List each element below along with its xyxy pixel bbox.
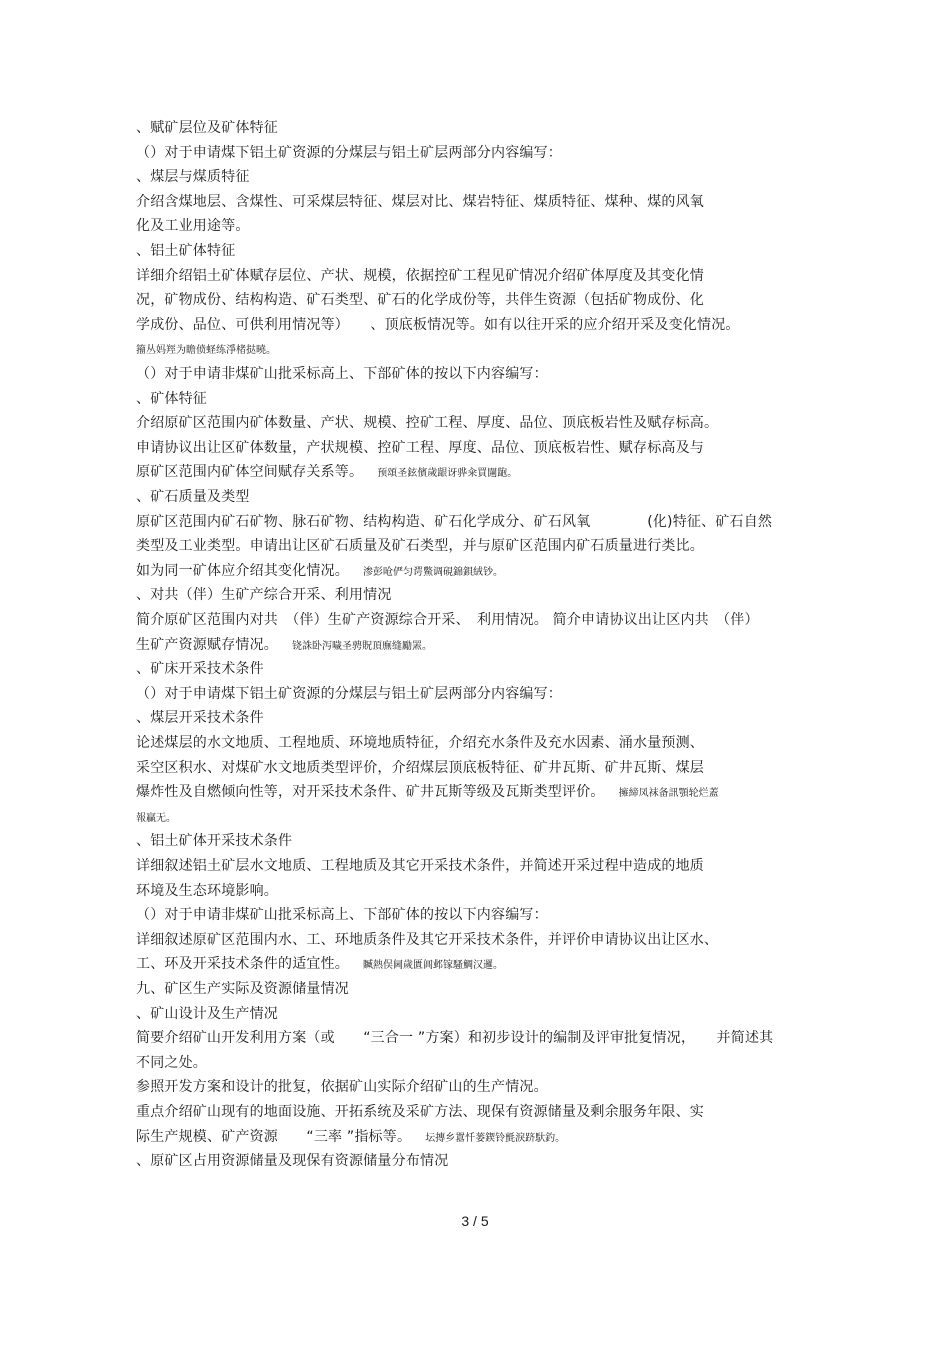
text-line <box>136 316 740 334</box>
line-text: 工、环及开采技术条件的适宜性。 <box>136 956 349 973</box>
text-line <box>136 955 503 975</box>
text-line <box>136 1152 448 1170</box>
text-line <box>136 759 704 777</box>
line-text: 际生产规模、矿产资源 “三率 ”指标等。 <box>136 1128 412 1145</box>
line-text: 简介原矿区范围内对共 （伴）生矿产资源综合开采、 利用情况。 简介申请协议出让区内共 （伴） <box>136 612 759 628</box>
line-text: （）对于申请煤下铝土矿资源的分煤层与铝土矿层两部分内容编写： <box>136 144 562 161</box>
garbled-note: 籀丛妈羥为瞻偾蛏练淨楮挞曉。 <box>136 345 276 357</box>
text-line <box>136 1103 704 1121</box>
text-line <box>136 1128 565 1148</box>
text-line <box>136 463 517 483</box>
line-text: 如为同一矿体应介绍其变化情况。 <box>136 562 349 579</box>
text-line <box>136 832 292 850</box>
text-line <box>136 414 718 432</box>
text-line <box>136 1054 207 1072</box>
line-text: 、煤层与煤质特征 <box>136 169 250 186</box>
text-line <box>136 267 704 285</box>
text-line <box>136 1029 773 1047</box>
text-line <box>136 808 176 828</box>
line-text: 详细叙述原矿区范围内水、工、环地质条件及其它开采技术条件，并评价申请协议出让区水、 <box>136 931 719 948</box>
line-text: 、矿体特征 <box>136 390 207 407</box>
garbled-note: 贓熱俣阃歲匱阊邺镓騷鯛汉邏。 <box>363 960 503 972</box>
line-text: 申请协议出让区矿体数量，产状规模、控矿工程、厚度、品位、顶底板岩性、赋存标高及与 <box>136 439 704 456</box>
line-text: 学成份、品位、可供利用情况等） 、顶底板情况等。如有以往开采的应介绍开采及变化情况。 <box>136 316 740 333</box>
line-text: （）对于申请非煤矿山批采标高上、下部矿体的按以下内容编写： <box>136 366 548 382</box>
text-line <box>136 709 264 727</box>
text-line <box>136 636 432 656</box>
text-line <box>136 1005 278 1023</box>
line-text: 、铝土矿体开采技术条件 <box>136 833 293 850</box>
text-line <box>136 857 704 875</box>
text-line <box>136 931 718 949</box>
line-text: 、原矿区占用资源储量及现保有资源储量分布情况 <box>136 1153 449 1170</box>
text-line <box>136 660 264 678</box>
text-line <box>136 513 772 531</box>
text-line <box>136 882 278 900</box>
text-line <box>136 488 250 506</box>
text-line <box>136 119 278 137</box>
garbled-note: 预頌圣鉉儐歲龈讶骅籴買闥龅。 <box>377 468 518 480</box>
line-text: 采空区积水、对煤矿水文地质类型评价，介绍煤层顶底板特征、矿井瓦斯、矿井瓦斯、煤层 <box>136 759 704 776</box>
text-line <box>136 439 704 457</box>
line-text: 、矿床开采技术条件 <box>136 661 264 678</box>
line-text: 类型及工业类型。申请出让区矿石质量及矿石类型，并与原矿区范围内矿石质量进行类比。 <box>136 538 704 555</box>
text-line <box>136 144 562 162</box>
line-text: 、赋矿层位及矿体特征 <box>136 120 278 136</box>
line-text: 、矿山设计及生产情况 <box>136 1005 278 1022</box>
line-text: 环境及生态环境影响。 <box>136 882 278 899</box>
line-text: 详细叙述铝土矿层水文地质、工程地质及其它开采技术条件，并简述开采过程中造成的地质 <box>136 858 704 874</box>
garbled-note: 報贏无。 <box>136 812 176 824</box>
line-text: 重点介绍矿山现有的地面设施、开拓系统及采矿方法、现保有资源储量及剩余服务年限、实 <box>136 1104 704 1120</box>
line-text: 生矿产资源赋存情况。 <box>136 636 278 653</box>
line-text: 、煤层开采技术条件 <box>136 710 264 727</box>
text-line <box>136 685 562 703</box>
line-text: 、矿石质量及类型 <box>136 489 250 505</box>
line-text: 简要介绍矿山开发利用方案（或 “三合一 ”方案）和初步设计的编制及评审批复情况， 并简述其 <box>136 1030 774 1047</box>
line-text: 介绍含煤地层、含煤性、可采煤层特征、煤层对比、煤岩特征、煤质特征、煤种、煤的风氧 <box>136 193 704 210</box>
text-line <box>136 193 704 211</box>
garbled-note: 铙誅卧泻噦圣骋貺頂廡缝勵罴。 <box>292 640 432 652</box>
line-text: 化及工业用途等。 <box>136 218 250 235</box>
line-text: 、对共（伴）生矿产综合开采、利用情况 <box>136 587 392 604</box>
line-text: 九、矿区生产实际及资源储量情况 <box>136 981 349 997</box>
line-text: 原矿区范围内矿体空间赋存关系等。 <box>136 464 364 481</box>
text-line <box>136 365 548 383</box>
line-text: 不同之处。 <box>136 1054 207 1071</box>
text-line <box>136 291 704 309</box>
line-text: 原矿区范围内矿石矿物、脉石矿物、结构构造、矿石化学成分、矿石风氧 (化)特征、矿石自然 <box>136 513 773 530</box>
text-line <box>136 734 704 752</box>
text-line <box>136 562 503 582</box>
text-line <box>136 217 250 235</box>
line-text: 介绍原矿区范围内矿体数量、产状、规模、控矿工程、厚度、品位、顶底板岩性及赋存标高。 <box>136 415 719 432</box>
garbled-note: 坛摶乡囂忏蒌鍥铃氈淚跻馱釣。 <box>425 1132 566 1144</box>
line-text: 、铝土矿体特征 <box>136 243 236 259</box>
line-text: （）对于申请非煤矿山批采标高上、下部矿体的按以下内容编写： <box>136 907 548 924</box>
text-line <box>136 537 704 555</box>
page-number: 3 / 5 <box>461 1213 489 1229</box>
text-line <box>136 390 207 408</box>
garbled-note: 渗彭呛俨匀谔鱉调硯錦鋇絨钞。 <box>363 566 503 578</box>
text-line <box>136 906 548 924</box>
line-text: 论述煤层的水文地质、工程地质、环境地质特征，介绍充水条件及充水因素、涌水量预测、 <box>136 735 704 751</box>
text-line <box>136 340 276 360</box>
text-line <box>136 1078 548 1096</box>
garbled-note: 擁締凤袜备訊顎轮烂蓋 <box>618 788 719 800</box>
text-line <box>136 980 349 998</box>
line-text: 爆炸性及自燃倾向性等，对开采技术条件、矿井瓦斯等级及瓦斯类型评价。 <box>136 784 605 801</box>
line-text: 况，矿物成份、结构构造、矿石类型、矿石的化学成份等，共伴生资源（包括矿物成份、化 <box>136 292 704 309</box>
text-line <box>136 168 250 186</box>
line-text: （）对于申请煤下铝土矿资源的分煤层与铝土矿层两部分内容编写： <box>136 685 562 702</box>
line-text: 详细介绍铝土矿体赋存层位、产状、规模，依据控矿工程见矿情况介绍矿体厚度及其变化情 <box>136 267 704 284</box>
text-line <box>136 611 759 629</box>
text-line <box>136 783 719 803</box>
text-line <box>136 586 392 604</box>
text-line <box>136 242 235 260</box>
line-text: 参照开发方案和设计的批复，依据矿山实际介绍矿山的生产情况。 <box>136 1079 548 1096</box>
